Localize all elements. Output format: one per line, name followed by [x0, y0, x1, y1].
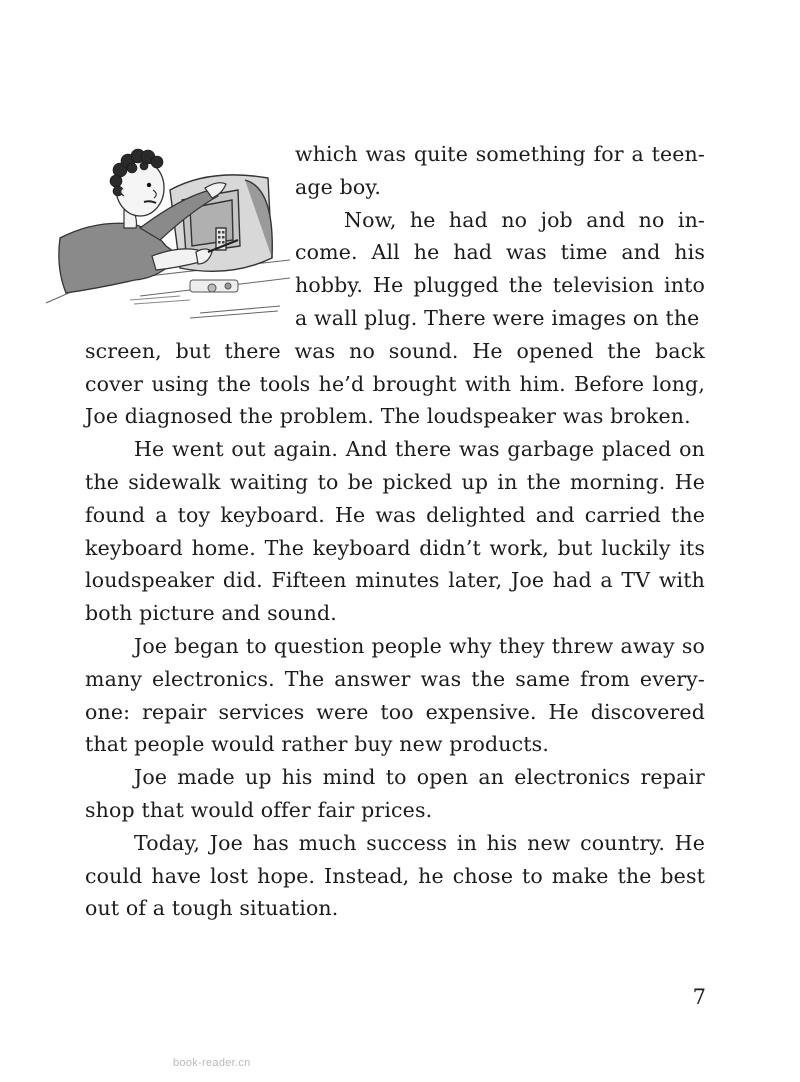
text-beside-illustration	[295, 138, 705, 335]
paragraph-wrapped-2: Now, he had no job and no in-come. All he had was time and his hobby. He plugged the television into a wall plug. There were images on the	[295, 207, 705, 330]
paragraph: He went out again. And there was garbage placed on the sidewalk waiting to be picked up in the morning. He found a toy keyboard. He was delighted and carried the keyboard home. The keyboard didn’t work, but luckily its loudspeaker did. Fifteen minutes later, Joe had a TV with both picture and sound.	[85, 437, 705, 626]
page-body-text	[85, 138, 705, 925]
paragraph: Joe began to question people why they threw away so many electronics. The answer was the same from every-one: repair services were too expensive. He discovered that people would rather buy new products.	[85, 633, 705, 757]
paragraph-wrapped-1: which was quite something for a teen-age boy.	[295, 142, 705, 199]
watermark: book-reader.cn	[173, 1057, 251, 1069]
paragraph: Today, Joe has much success in his new country. He could have lost hope. Instead, he chose to make the best out of a tough situation.	[85, 830, 705, 921]
paragraph-continuation: screen, but there was no sound. He opened the back cover using the tools he’d brought with him. Before long, Joe diagnosed the problem. The loudspeaker was broken.	[85, 338, 705, 429]
paragraph: Joe made up his mind to open an electronics repair shop that would offer fair prices.	[85, 765, 705, 822]
page-number: 7	[692, 985, 706, 1009]
